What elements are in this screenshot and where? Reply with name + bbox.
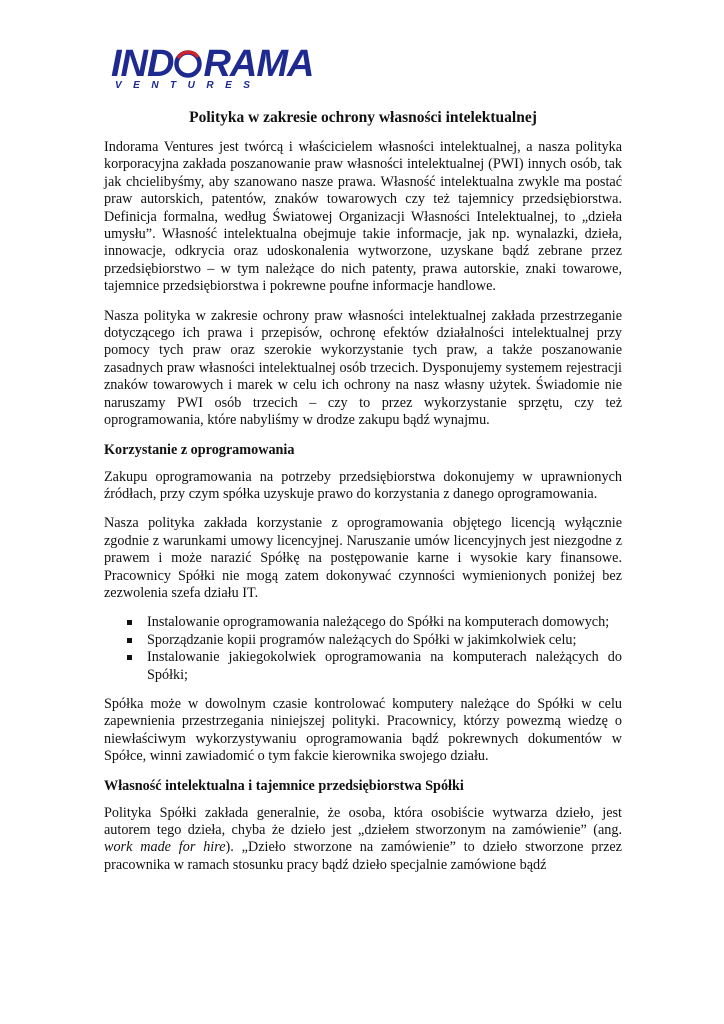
ip-text-end: ). „Dzieło stworzone na zamówienie” to dzieło stworzone przez pracownika w ramach stosunku pracy bądź dzieło specjalnie zamówione bądź [104, 839, 622, 873]
list-item-text: Sporządzanie kopii programów należących do Spółki w jakimkolwiek celu; [147, 631, 577, 648]
list-item [104, 614, 622, 631]
intro-paragraph-1: Indorama Ventures jest twórcą i właścicielem własności intelektualnej, a nasza polityka korporacyjna zakłada poszanowanie praw własności intelektualnej (PWI) innych osób, tak jak chcielibyśmy, aby szanowano nasze prawa. Własność intelektualna zwykle ma postać praw autorskich, patentów, znaków towarowych czy też tajemnicy przedsiębiorstwa. Definicja formalna, według Światowej Organizacji Własności Intelektualnej, to „dzieła umysłu”. Własność intelektualna obejmuje takie informacje, jak np. wynalazki, dzieła, innowacje, odkrycia oraz udoskonalenia wytworzone, uzyskane bądź zebrane przez przedsiębiorstwo – w tym należące do nich patenty, prawa autorskie, znaki towarowe, tajemnice przedsiębiorstwa i pokrewne poufne informacje handlowe. [104, 139, 622, 295]
bullet-square-icon [127, 620, 132, 625]
bullet-square-icon [127, 638, 132, 643]
software-paragraph-1: Zakupu oprogramowania na potrzeby przedsiębiorstwa dokonujemy w uprawnionych źródłach, przy czym spółka uzyskuje prawo do korzystania z danego oprogramowania. [104, 468, 622, 502]
logo-wordmark: IND RAMA [111, 43, 314, 85]
list-item-text: Instalowanie oprogramowania należącego do Spółki na komputerach domowych; [147, 614, 610, 631]
logo-ring-icon [174, 49, 202, 78]
document-body [104, 109, 622, 886]
ip-text-start: Polityka Spółki zakłada generalnie, że osoba, która osobiście wytwarza dzieło, jest autorem tego dzieła, chyba że dzieło jest „dziełem stworzonym na zamówienie” (ang. [104, 804, 622, 838]
section-heading-ip: Własność intelektualna i tajemnice przedsiębiorstwa Spółki [104, 777, 464, 794]
ip-text-italic: work made for hire [104, 839, 226, 856]
software-paragraph-3: Spółka może w dowolnym czasie kontrolować komputery należące do Spółki w celu zapewnienia przestrzegania niniejszej polityki. Pracownicy, którzy powezmą wiedzę o niewłaściwym wykorzystywaniu oprogramowania bądź pokrewnych dokumentów w Spółce, winni zawiadomić o tym fakcie kierownika swojego działu. [104, 695, 622, 765]
page-title: Polityka w zakresie ochrony własności intelektualnej [189, 109, 537, 126]
ip-paragraph-1 [104, 805, 622, 875]
list-item [104, 632, 622, 649]
logo-subtitle: VENTURES [115, 80, 262, 91]
list-item [104, 649, 622, 684]
company-logo [111, 43, 314, 100]
section-heading-software: Korzystanie z oprogramowania [104, 441, 295, 458]
list-item-text: Instalowanie jakiegokolwiek oprogramowania na komputerach należących do Spółki; [147, 649, 622, 683]
software-paragraph-2: Nasza polityka zakłada korzystanie z oprogramowania objętego licencją wyłącznie zgodnie z warunkami umowy licencyjnej. Naruszanie umów licencyjnych jest niezgodne z prawem i może narazić Spółkę na postępowanie karne i wysokie kary finansowe. Pracownicy Spółki nie mogą zatem dokonywać czynności wymienionych poniżej bez zezwolenia szefa działu IT. [104, 515, 622, 601]
intro-paragraph-2: Nasza polityka w zakresie ochrony praw własności intelektualnej zakłada przestrzeganie dotyczącego ich prawa i przepisów, ochronę efektów działalności intelektualnej przy pomocy tych praw oraz szerokie wykorzystanie tych praw, a także poszanowanie zasadnych praw własności intelektualnej osób trzecich. Dysponujemy systemem rejestracji znaków towarowych i marek w celu ich ochrony na nasz własny użytek. Świadomie nie naruszamy PWI osób trzecich – czy to przez wykorzystanie sprzętu, czy też oprogramowania, które nabyliśmy w drodze zakupu bądź wynajmu. [104, 307, 622, 429]
prohibited-actions-list [104, 614, 622, 684]
bullet-square-icon [127, 655, 132, 660]
